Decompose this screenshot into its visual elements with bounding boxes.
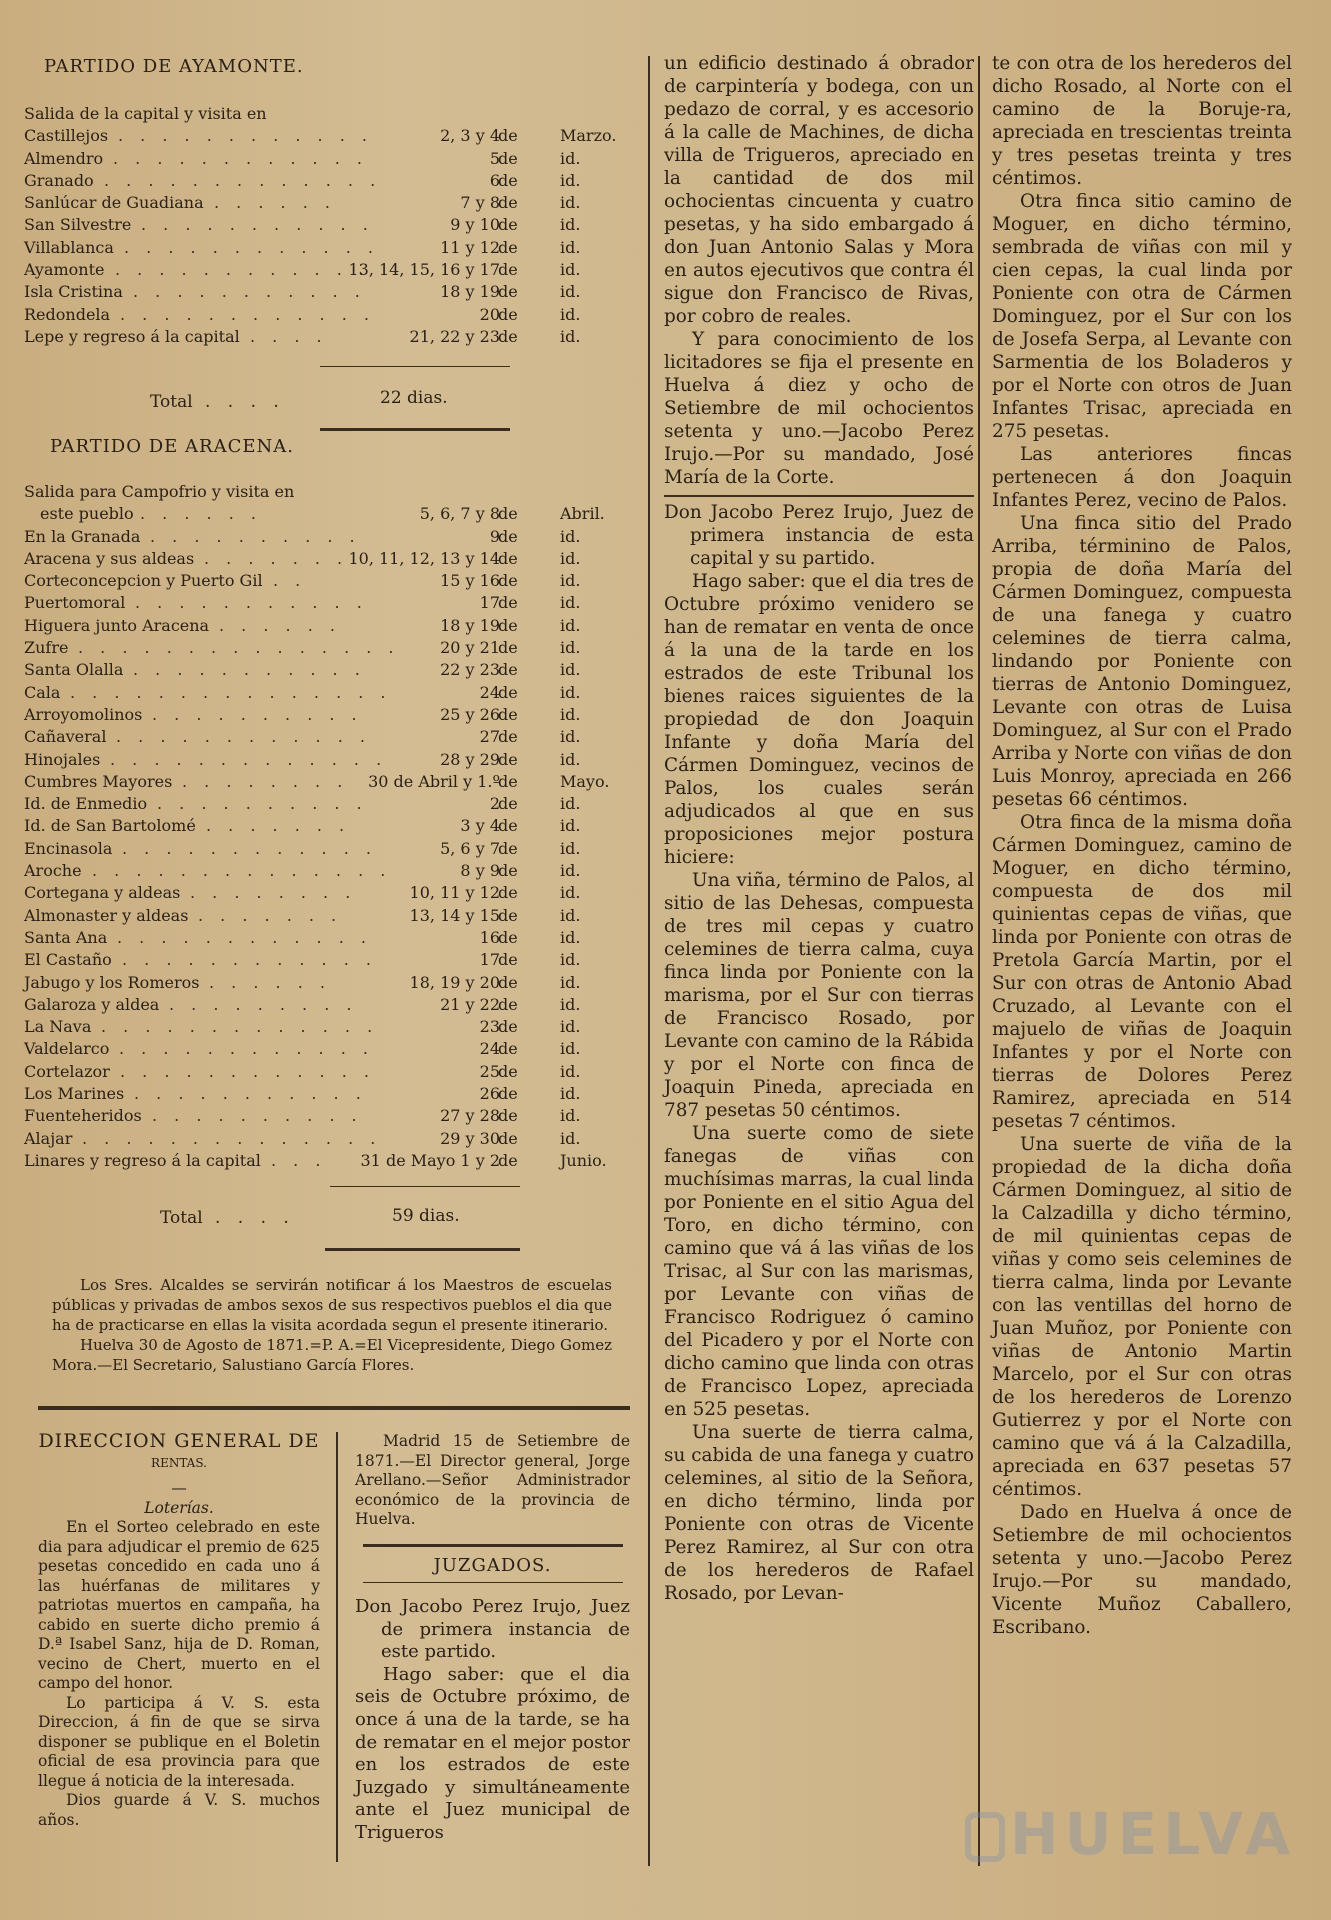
- leader-dots: . . .: [271, 1150, 327, 1170]
- itinerary-de: de: [498, 771, 518, 791]
- itinerary-days: 10, 11 y 12: [409, 883, 500, 903]
- itinerary-place: Sanlúcar de Guadiana: [24, 193, 204, 213]
- itinerary-days: 30 de Abril y 1.º: [368, 771, 500, 791]
- itinerary-month: Mayo.: [560, 771, 610, 791]
- itinerary-de: de: [498, 660, 518, 680]
- itinerary-days: 10, 11, 12, 13 y 14: [348, 548, 500, 568]
- itinerary-row: [20, 861, 630, 883]
- itinerary-month: id.: [560, 282, 581, 302]
- itinerary-de: de: [498, 838, 518, 858]
- itinerary-days: 9: [489, 526, 500, 546]
- text-paragraph: Y para conocimiento de los licitadores se fija el presente en Huelva á diez y ocho de Setiembre de mil ochocientos setenta y uno.—Jacobo Perez Irujo.—Por su mandado, José María de la Corte.: [664, 329, 974, 488]
- itinerary-month: id.: [560, 638, 581, 658]
- itinerary-place: Galaroza y aldea: [24, 994, 160, 1014]
- itinerary-de: de: [498, 571, 518, 591]
- itinerary-row: [20, 705, 630, 727]
- itinerary-de: de: [498, 816, 518, 836]
- itinerary-place: Higuera junto Aracena: [24, 615, 210, 635]
- itinerary-de: de: [498, 237, 518, 257]
- leader-dots: . . . . . . . .: [190, 883, 357, 903]
- rentas-column-2: [355, 1432, 630, 1843]
- itinerary-de: de: [498, 861, 518, 881]
- itinerary-de: de: [498, 548, 518, 568]
- aracena-total-value: 59 dias.: [392, 1206, 460, 1226]
- itinerary-de: de: [498, 1150, 518, 1170]
- leader-dots: . . . . . . . . . . . . .: [104, 170, 382, 190]
- itinerary-row: [20, 772, 630, 794]
- itinerary-de: de: [498, 638, 518, 658]
- itinerary-place: Id. de Enmedio: [24, 794, 148, 814]
- itinerary-row: [20, 1062, 630, 1084]
- itinerary-month: id.: [560, 1061, 581, 1081]
- itinerary-place: Cañaveral: [24, 727, 107, 747]
- itinerary-days: 24: [479, 1039, 500, 1059]
- text-paragraph: Hago saber: que el dia tres de Octubre próximo venidero se han de rematar en venta de once á la una de la tarde en los estrados de este Tribunal los bienes raices siguientes de la propiedad de don Joaquin Infante y doña María del Cármen Dominguez, vecinos de Palos, los cuales serán adjudicados al que en sus proposiciones mejor postura hiciere:: [664, 571, 975, 868]
- juzgados-heading: Don Jacobo Perez Irujo, Juez de primera instancia de esta capital y su partido.: [664, 502, 974, 569]
- rentas-paragraph: Dios guarde á V. S. muchos años.: [38, 1791, 320, 1829]
- itinerary-month: id.: [560, 1084, 581, 1104]
- leader-dots: . . . . . . . . . . . .: [120, 304, 375, 324]
- itinerary-days: 15 y 16: [440, 571, 500, 591]
- itinerary-place: Castillejos: [24, 126, 109, 146]
- itinerary-row: [20, 1039, 630, 1061]
- itinerary-place: Zufre: [24, 638, 69, 658]
- itinerary-row: [20, 193, 630, 215]
- aracena-intro: Salida para Campofrio y visita en: [24, 482, 295, 501]
- leader-dots: . . . . . . . . . . .: [133, 282, 366, 302]
- itinerary-days: 16: [479, 927, 500, 947]
- itinerary-place: Corteconcepcion y Puerto Gil: [24, 571, 263, 591]
- divider: [363, 1544, 623, 1547]
- itinerary-de: de: [498, 126, 518, 146]
- itinerary-month: id.: [560, 682, 581, 702]
- itinerary-month: id.: [560, 660, 581, 680]
- leader-dots: . . . . . . . . . . . .: [116, 727, 371, 747]
- itinerary-row: [20, 683, 630, 705]
- rentas-paragraph: En el Sorteo celebrado en este dia para adjudicar el premio de 625 pesetas concedido en cada uno á las huérfanas de militares y patriotas muertos en campaña, ha cabido en suerte dicho premio á D.ª Isabel Sanz, hija de D. Roman, vecino de Chert, muerto en el campo del honor.: [38, 1518, 320, 1692]
- itinerary-month: id.: [560, 1128, 581, 1148]
- itinerary-month: id.: [560, 727, 581, 747]
- itinerary-days: 2, 3 y 4: [440, 126, 500, 146]
- itinerary-de: de: [498, 794, 518, 814]
- itinerary-month: id.: [560, 615, 581, 635]
- juzgados-heading: Don Jacobo Perez Irujo, Juez de primera instancia de este partido.: [355, 1596, 630, 1663]
- itinerary-de: de: [498, 193, 518, 213]
- column-4: [992, 52, 1292, 1639]
- divider: [330, 1186, 520, 1187]
- itinerary-days: 11 y 12: [440, 237, 500, 257]
- text-paragraph: te con otra de los herederos del dicho Rosado, al Norte con el camino de la Boruje-ra, apreciada en trescientas treinta y tres pesetas treinta y tres céntimos.: [992, 53, 1292, 189]
- itinerary-row: [20, 638, 630, 660]
- itinerary-row: [20, 1084, 630, 1106]
- itinerary-row: [20, 215, 630, 237]
- itinerary-de: de: [498, 927, 518, 947]
- rentas-paragraph: Lo participa á V. S. esta Direccion, á fin de que se sirva disponer se publique en el Boletin oficial de esa provincia para que llegue á noticia de la interesada.: [38, 1693, 320, 1790]
- itinerary-de: de: [498, 615, 518, 635]
- itinerary-de: de: [498, 1128, 518, 1148]
- dots: . . . .: [205, 392, 285, 412]
- itinerary-month: id.: [560, 816, 581, 836]
- itinerary-place: Linares y regreso á la capital: [24, 1150, 261, 1170]
- leader-dots: . . . . . . . . . . .: [134, 1084, 367, 1104]
- itinerary-month: id.: [560, 861, 581, 881]
- itinerary-place: Almendro: [24, 148, 104, 168]
- itinerary-month: Marzo.: [560, 126, 617, 146]
- itinerary-days: 7 y 8: [460, 193, 500, 213]
- itinerary-month: id.: [560, 170, 581, 190]
- itinerary-de: de: [498, 326, 518, 346]
- itinerary-row: [20, 973, 630, 995]
- itinerary-de: de: [498, 526, 518, 546]
- itinerary-days: 20: [479, 304, 500, 324]
- itinerary-month: id.: [560, 304, 581, 324]
- itinerary-row: [20, 593, 630, 615]
- itinerary-month: id.: [560, 1106, 581, 1126]
- leader-dots: . . . . . . . . . . . .: [120, 1061, 375, 1081]
- divider: [664, 495, 974, 497]
- itinerary-days: 25: [479, 1061, 500, 1081]
- itinerary-month: id.: [560, 927, 581, 947]
- itinerary-days: 6: [489, 170, 500, 190]
- ayamonte-itinerary: [20, 104, 630, 349]
- itinerary-place: La Nava: [24, 1017, 92, 1037]
- leader-dots: . . . . . . .: [206, 816, 351, 836]
- itinerary-row: [20, 995, 630, 1017]
- leader-dots: . . . .: [250, 326, 328, 346]
- itinerary-days: 26: [479, 1084, 500, 1104]
- itinerary-days: 23: [479, 1017, 500, 1037]
- leader-dots: . . . . . . . . . .: [157, 794, 368, 814]
- itinerary-de: de: [498, 905, 518, 925]
- itinerary-row: [20, 571, 630, 593]
- itinerary-de: de: [498, 148, 518, 168]
- itinerary-month: id.: [560, 1017, 581, 1037]
- itinerary-de: de: [498, 1017, 518, 1037]
- itinerary-de: de: [498, 593, 518, 613]
- itinerary-month: id.: [560, 526, 581, 546]
- itinerary-place: Santa Olalla: [24, 660, 124, 680]
- itinerary-de: de: [498, 749, 518, 769]
- itinerary-place: Granado: [24, 170, 94, 190]
- leader-dots: . . . . . . . . . . .: [141, 215, 374, 235]
- itinerary-row: [20, 727, 630, 749]
- itinerary-days: 27: [479, 727, 500, 747]
- itinerary-place: Arroyomolinos: [24, 704, 143, 724]
- itinerary-days: 17: [479, 950, 500, 970]
- column-3: [664, 52, 974, 1605]
- itinerary-row: [20, 1129, 630, 1151]
- leader-dots: . . . . . . . . . . . .: [118, 126, 373, 146]
- ayamonte-total-label: Total: [150, 392, 193, 412]
- itinerary-row: [20, 126, 630, 148]
- itinerary-days: 31 de Mayo 1 y 2: [360, 1150, 500, 1170]
- itinerary-row: [20, 149, 630, 171]
- itinerary-de: de: [498, 282, 518, 302]
- itinerary-place: Alajar: [24, 1128, 73, 1148]
- itinerary-de: de: [498, 682, 518, 702]
- itinerary-days: 27 y 28: [440, 1106, 500, 1126]
- text-paragraph: Una viña, término de Palos, al sitio de las Dehesas, compuesta de tres mil cepas y cuatro celemines de tierra calma, cuya finca linda por Poniente con la marisma, por el Sur con tierras de Francisco Rosado, por Levante con camino de la Rábida y por el Norte con finca de Joaquin Pineda, apreciada en 787 pesetas 50 céntimos.: [664, 870, 974, 1121]
- leader-dots: . . . . . . . . . . .: [135, 593, 368, 613]
- itinerary-row: [20, 305, 630, 327]
- itinerary-month: id.: [560, 237, 581, 257]
- itinerary-de: de: [498, 727, 518, 747]
- ayamonte-title: PARTIDO DE AYAMONTE.: [44, 56, 304, 77]
- itinerary-place: Jabugo y los Romeros: [24, 972, 200, 992]
- itinerary-row: [20, 928, 630, 950]
- itinerary-place: Hinojales: [24, 749, 101, 769]
- itinerary-days: 29 y 30: [440, 1128, 500, 1148]
- watermark: HUELVA: [1010, 1800, 1297, 1868]
- leader-dots: . . . . . . . . . . . . . . .: [70, 682, 392, 702]
- itinerary-place: Id. de San Bartolomé: [24, 816, 196, 836]
- leader-dots: . . . . . . . . . . . .: [122, 950, 377, 970]
- itinerary-days: 13, 14, 15, 16 y 17: [348, 260, 500, 280]
- itinerary-place: Puertomoral: [24, 593, 126, 613]
- leader-dots: . . . . . . . . .: [169, 994, 358, 1014]
- itinerary-de: de: [498, 704, 518, 724]
- itinerary-de: de: [498, 950, 518, 970]
- divider: [320, 428, 510, 431]
- itinerary-place: Almonaster y aldeas: [24, 905, 189, 925]
- itinerary-days: 28 y 29: [440, 749, 500, 769]
- itinerary-month: id.: [560, 193, 581, 213]
- itinerary-place: Cala: [24, 682, 61, 702]
- itinerary-month: id.: [560, 1039, 581, 1059]
- text-paragraph: Una finca sitio del Prado Arriba, términino de Palos, propia de doña María del Cármen Dominguez, compuesta de una fanega y cuatro celemines de tierra calma, lindando por Poniente con tierras de Antonio Dominguez, Levante con otras de Luisa Dominguez, al Sur con el Prado Arriba y Norte con viñas de don Luis Monroy, apreciada en 266 pesetas 66 céntimos.: [992, 513, 1292, 810]
- itinerary-place: Los Marines: [24, 1084, 125, 1104]
- itinerary-month: id.: [560, 838, 581, 858]
- itinerary-de: de: [498, 304, 518, 324]
- itinerary-place: Encinasola: [24, 838, 113, 858]
- itinerary-de: de: [498, 1039, 518, 1059]
- itinerary-days: 18 y 19: [440, 615, 500, 635]
- text-paragraph: Dado en Huelva á once de Setiembre de mil ochocientos setenta y uno.—Jacobo Perez Irujo.—Por su mandado, Vicente Muñoz Caballero, Escribano.: [992, 1502, 1292, 1638]
- leader-dots: . . . . . . . . . . . .: [117, 927, 372, 947]
- itinerary-row: [20, 238, 630, 260]
- itinerary-month: id.: [560, 950, 581, 970]
- itinerary-days: 8 y 9: [460, 861, 500, 881]
- itinerary-days: 21 y 22: [440, 994, 500, 1014]
- itinerary-de: de: [498, 972, 518, 992]
- itinerary-days: 18, 19 y 20: [409, 972, 500, 992]
- leader-dots: . . . . . .: [219, 615, 341, 635]
- itinerary-place: Valdelarco: [24, 1039, 110, 1059]
- itinerary-de: de: [498, 1106, 518, 1126]
- itinerary-days: 2: [489, 794, 500, 814]
- itinerary-month: id.: [560, 704, 581, 724]
- itinerary-month: id.: [560, 215, 581, 235]
- itinerary-place: En la Granada: [24, 526, 141, 546]
- leader-dots: . . . . . . . . . . . .: [119, 1039, 374, 1059]
- juzgados-body: [355, 1596, 630, 1845]
- itinerary-row: [20, 260, 630, 282]
- itinerary-row: [20, 839, 630, 861]
- itinerary-days: 13, 14 y 15: [409, 905, 500, 925]
- itinerary-place: Cumbres Mayores: [24, 771, 173, 791]
- itinerary-days: 5: [489, 148, 500, 168]
- text-paragraph: un edificio destinado á obrador de carpintería y bodega, con un pedazo de corral, y es accesorio á la calle de Machines, de dicha villa de Trigueros, apreciado en la cantidad de dos mil ochocientas cincuenta y cuatro pesetas, y ha sido embargado á don Juan Antonio Salas y Mora en autos ejecutivos que contra él sigue don Francisco de Rivas, por cobro de reales.: [664, 53, 974, 327]
- itinerary-row: [20, 816, 630, 838]
- itinerary-month: id.: [560, 749, 581, 769]
- itinerary-days: 18 y 19: [440, 282, 500, 302]
- text-paragraph: Otra finca sitio camino de Moguer, en dicho término, sembrada de viñas con mil y cien cepas, la cual linda por Poniente con otra de Cármen Dominguez, por el Sur con los de Josefa Serpa, al Levante con Sarmentia de los Boladeros y por el Norte con otros de Juan Infantes Trisac, apreciada en 275 pesetas.: [992, 191, 1292, 442]
- itinerary-days: 22 y 23: [440, 660, 500, 680]
- itinerary-month: id.: [560, 593, 581, 613]
- itinerary-place: Isla Cristina: [24, 282, 123, 302]
- aracena-itinerary: [20, 482, 630, 1173]
- leader-dots: . . . . . . . . . . . .: [124, 237, 379, 257]
- leader-dots: . . . . . . . . . . . . .: [110, 749, 388, 769]
- itinerary-place: San Silvestre: [24, 215, 132, 235]
- itinerary-month: id.: [560, 260, 581, 280]
- itinerary-row: [20, 171, 630, 193]
- itinerary-month: id.: [560, 905, 581, 925]
- itinerary-month: id.: [560, 994, 581, 1014]
- leader-dots: . . . . . . . . . .: [152, 704, 363, 724]
- itinerary-row: [20, 660, 630, 682]
- aracena-intro-2: este pueblo . . . . . . 5, 6, 7 y 8 de Abril.: [40, 504, 605, 524]
- text-paragraph: Una suerte de tierra calma, su cabida de una fanega y cuatro celemines, al sitio de la Señora, en dicho término, linda por Poniente con otras de Vicente Perez Ramirez, al Sur con otra de los herederos de Rafael Rosado, por Levan-: [664, 1422, 974, 1604]
- itinerary-place: Cortelazor: [24, 1061, 110, 1081]
- watermark-logo-icon: [965, 1812, 1005, 1862]
- text-paragraph: Otra finca de la misma doña Cármen Dominguez, camino de Moguer, en dicho término, compuesta de dos mil quinientas cepas de viñas, que linda por Poniente con otras de Pretola García Martin, por el Sur con otras de Antonio Abad Cruzado, al Levante con el majuelo de viñas de Joaquin Infantes y por el Norte con tierras de Dolores Perez Ramirez, apreciada en 514 pesetas 7 céntimos.: [992, 812, 1292, 1132]
- itinerary-de: de: [498, 215, 518, 235]
- itinerary-de: de: [498, 1061, 518, 1081]
- itinerary-month: id.: [560, 548, 581, 568]
- divider: [363, 1582, 623, 1583]
- itinerary-place: Lepe y regreso á la capital: [24, 326, 240, 346]
- rentas-subtitle: RENTAS.: [151, 1455, 207, 1470]
- ayamonte-intro: Salida de la capital y visita en: [24, 104, 267, 123]
- itinerary-row: [20, 750, 630, 772]
- leader-dots: . . . . . . . . . . . .: [115, 260, 370, 280]
- itinerary-note: Los Sres. Alcaldes se servirán notificar á los Maestros de escuelas públicas y privadas de ambos sexos de sus respectivos pueblos el dia que ha de practicarse en ellas la visita acordada segun el presente itinerario. Huelva 30 de Agosto de 1871.=P. A.=El Vicepresidente, Diego Gomez Mora.—El Secretario, Salustiano García Flores.: [52, 1276, 612, 1374]
- leader-dots: . . . . . . . . . . . . . . .: [78, 638, 400, 658]
- rentas-column: [38, 1432, 320, 1830]
- leader-dots: . . . . . . . .: [182, 771, 349, 791]
- leader-dots: . . . . . . . . . . . .: [113, 148, 368, 168]
- rentas-section: Loterías.: [144, 1498, 214, 1517]
- itinerary-place: Aracena y sus aldeas: [24, 548, 195, 568]
- itinerary-place: Ayamonte: [24, 260, 105, 280]
- itinerary-place: El Castaño: [24, 950, 112, 970]
- itinerary-de: de: [498, 1084, 518, 1104]
- itinerary-de: de: [498, 883, 518, 903]
- leader-dots: . . . . . . . . . . . . . .: [92, 861, 392, 881]
- divider: [320, 366, 510, 367]
- column-divider: [336, 1432, 338, 1862]
- leader-dots: . . . . . . .: [198, 905, 343, 925]
- itinerary-month: Junio.: [560, 1150, 607, 1170]
- itinerary-de: de: [498, 170, 518, 190]
- divider: [325, 1248, 520, 1251]
- leader-dots: . .: [273, 571, 307, 591]
- text-paragraph: Las anteriores fincas pertenecen á don Joaquin Infantes Perez, vecino de Palos.: [992, 444, 1292, 511]
- itinerary-month: id.: [560, 883, 581, 903]
- leader-dots: . . . . . . . . . . .: [133, 660, 366, 680]
- itinerary-row: [20, 906, 630, 928]
- itinerary-place: Redondela: [24, 304, 111, 324]
- juzgados-paragraph: Hago saber: que el dia seis de Octubre próximo, de once á una de la tarde, se ha de rematar en el mejor postor en los estrados de este Juzgado y simultáneamente ante el Juez municipal de Trigueros: [355, 1663, 630, 1843]
- itinerary-days: 20 y 21: [440, 638, 500, 658]
- itinerary-row: [20, 883, 630, 905]
- leader-dots: . . . . . . . . . .: [152, 1106, 363, 1126]
- column-divider: [648, 56, 650, 1866]
- itinerary-row: [20, 327, 630, 349]
- leader-dots: . . . . . . . . . .: [150, 526, 361, 546]
- itinerary-row: [20, 1106, 630, 1128]
- itinerary-row: [20, 282, 630, 304]
- itinerary-de: de: [498, 260, 518, 280]
- itinerary-days: 17: [479, 593, 500, 613]
- itinerary-place: Fuenteheridos: [24, 1106, 142, 1126]
- leader-dots: . . . . . . . . . . . . . .: [82, 1128, 382, 1148]
- itinerary-row: [20, 549, 630, 571]
- text-paragraph: Una suerte de viña de la propiedad de la dicha doña Cármen Dominguez, al sitio de la Calzadilla y dicho término, de mil quinientas cepas de viñas y como seis celemines de tierra calma, linda por Levante con las ventillas del horno de Juan Muñoz, por Poniente con viñas de Antonio Martin Marcelo, por el Sur con otras de los herederos de Lorenzo Gutierrez y por el Norte con camino que vá á la Calzadilla, apreciada en 637 pesetas 57 céntimos.: [992, 1134, 1292, 1500]
- dots: . . . .: [215, 1208, 295, 1228]
- itinerary-month: id.: [560, 148, 581, 168]
- itinerary-month: id.: [560, 794, 581, 814]
- itinerary-row: [20, 527, 630, 549]
- aracena-title: PARTIDO DE ARACENA.: [50, 436, 294, 457]
- itinerary-days: 9 y 10: [450, 215, 500, 235]
- itinerary-row: [20, 1017, 630, 1039]
- leader-dots: . . . . . .: [214, 193, 336, 213]
- itinerary-row: [20, 794, 630, 816]
- leader-dots: . . . . . . . . . . . . .: [101, 1017, 379, 1037]
- itinerary-days: 21, 22 y 23: [409, 326, 500, 346]
- leader-dots: . . . . . . .: [204, 548, 349, 568]
- itinerary-row: [20, 616, 630, 638]
- itinerary-days: 5, 6 y 7: [440, 838, 500, 858]
- itinerary-month: id.: [560, 326, 581, 346]
- column-divider: [978, 56, 980, 1866]
- itinerary-days: 24: [479, 682, 500, 702]
- itinerary-month: id.: [560, 571, 581, 591]
- itinerary-month: id.: [560, 972, 581, 992]
- itinerary-place: Aroche: [24, 861, 82, 881]
- itinerary-row: [20, 1151, 630, 1173]
- rentas-title: DIRECCION GENERAL DE: [38, 1430, 320, 1452]
- itinerary-de: de: [498, 994, 518, 1014]
- leader-dots: . . . . . . . . . . . .: [122, 838, 377, 858]
- dash: —: [171, 1479, 187, 1497]
- itinerary-days: 25 y 26: [440, 704, 500, 724]
- aracena-total-label: Total: [160, 1208, 203, 1228]
- leader-dots: . . . . . .: [209, 972, 331, 992]
- ayamonte-total-value: 22 dias.: [380, 388, 448, 408]
- rentas-paragraph: Madrid 15 de Setiembre de 1871.—El Director general, Jorge Arellano.—Señor Administrador económico de la provincia de Huelva.: [355, 1432, 630, 1528]
- divider: [38, 1406, 630, 1410]
- itinerary-days: 3 y 4: [460, 816, 500, 836]
- itinerary-place: Cortegana y aldeas: [24, 883, 181, 903]
- itinerary-place: Santa Ana: [24, 927, 108, 947]
- itinerary-row: [20, 950, 630, 972]
- juzgados-title: JUZGADOS.: [433, 1555, 552, 1576]
- itinerary-place: Villablanca: [24, 237, 114, 257]
- text-paragraph: Una suerte como de siete fanegas de viñas con muchísimas marras, la cual linda por Poniente en el sitio Agua del Toro, en dicho término, con camino que vá á las viñas de los Trisac, al Sur con las marismas, por Levante con viñas de Francisco Rodriguez ó camino del Picadero y por el Norte con dicho camino que linda con otras de Francisco Lopez, apreciada en 525 pesetas.: [664, 1123, 974, 1420]
